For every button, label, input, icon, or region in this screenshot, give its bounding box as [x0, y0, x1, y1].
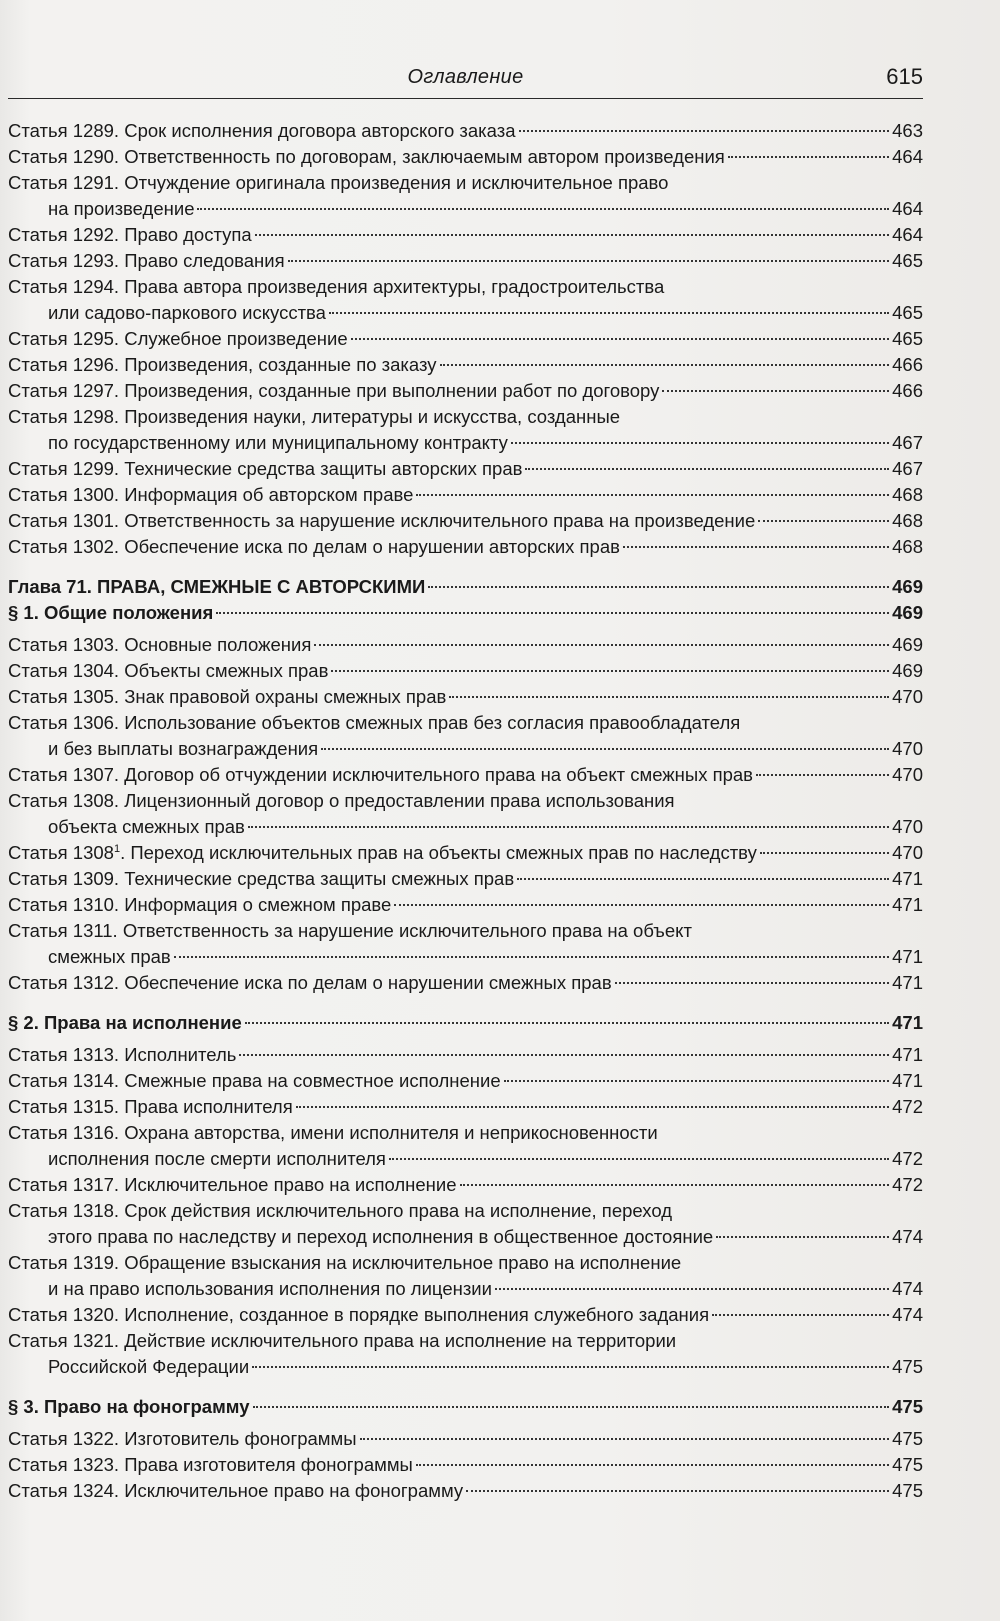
toc-entry-title: Статья 1315. Права исполнителя	[8, 1096, 293, 1117]
toc-entry-title: Статья 1300. Информация об авторском праве	[8, 484, 414, 505]
toc-page-number: 468	[892, 484, 923, 505]
toc-page-number: 471	[892, 1044, 923, 1065]
toc-row[interactable]	[8, 1042, 923, 1068]
dot-leader	[760, 852, 889, 854]
toc-page-number: 468	[892, 536, 923, 557]
toc-row[interactable]	[8, 970, 923, 996]
toc-row[interactable]	[8, 430, 923, 456]
dot-leader	[329, 312, 889, 314]
dot-leader	[296, 1106, 889, 1108]
toc-heading-title: § 2. Права на исполнение	[8, 1012, 242, 1033]
toc-entry-title-line2: или садово-паркового искусства	[48, 302, 326, 323]
toc-row[interactable]	[8, 534, 923, 560]
dot-leader	[449, 696, 889, 698]
toc-row[interactable]	[8, 866, 923, 892]
toc-row[interactable]	[8, 600, 923, 626]
dot-leader	[662, 390, 889, 392]
toc-row[interactable]	[8, 248, 923, 274]
toc-entry-title-line1: Статья 1318. Срок действия исключительного права на исполнение, переход	[8, 1200, 673, 1221]
toc-entry-title: Статья 1317. Исключительное право на исполнение	[8, 1174, 457, 1195]
toc-entry-title-line1: Статья 1308. Лицензионный договор о предоставлении права использования	[8, 790, 675, 811]
toc-page-number: 464	[892, 146, 923, 167]
toc-entry-title-line2: смежных прав	[48, 946, 171, 967]
dot-leader	[314, 644, 889, 646]
toc-page-number: 463	[892, 120, 923, 141]
toc-page-number: 470	[892, 842, 923, 863]
toc-row[interactable]	[8, 1172, 923, 1198]
dot-leader	[517, 878, 889, 880]
toc-page-number: 471	[892, 894, 923, 915]
toc-page-number: 472	[892, 1148, 923, 1169]
toc-row[interactable]	[8, 1452, 923, 1478]
toc-row[interactable]	[8, 508, 923, 534]
running-title: Оглавление	[407, 66, 524, 88]
toc-page-number: 466	[892, 380, 923, 401]
toc-entry-title: Статья 1304. Объекты смежных прав	[8, 660, 329, 681]
dot-leader	[615, 982, 889, 984]
toc-row[interactable]	[8, 456, 923, 482]
toc-page-number: 471	[892, 1012, 923, 1033]
dot-leader	[239, 1054, 889, 1056]
toc-row[interactable]	[8, 144, 923, 170]
toc-entry-title-line2: объекта смежных прав	[48, 816, 245, 837]
toc-page-number: 474	[892, 1226, 923, 1247]
toc-row[interactable]	[8, 762, 923, 788]
toc-page-number: 469	[892, 660, 923, 681]
page-number: 615	[886, 64, 923, 89]
toc-row[interactable]	[8, 118, 923, 144]
toc-heading-title: § 3. Право на фонограмму	[8, 1396, 250, 1417]
page-header	[8, 62, 923, 99]
toc-row[interactable]	[8, 658, 923, 684]
toc-row[interactable]	[8, 1302, 923, 1328]
dot-leader	[525, 468, 889, 470]
toc-row[interactable]	[8, 352, 923, 378]
dot-leader	[466, 1490, 889, 1492]
toc-heading-title: Глава 71. ПРАВА, СМЕЖНЫЕ С АВТОРСКИМИ	[8, 576, 426, 597]
toc-entry-title: Статья 1307. Договор об отчуждении исключительного права на объект смежных прав	[8, 764, 754, 785]
toc-heading-title: § 1. Общие положения	[8, 602, 214, 623]
dot-leader	[623, 546, 889, 548]
toc-row[interactable]	[8, 1224, 923, 1250]
toc-entry-title-line2: Российской Федерации	[48, 1356, 250, 1377]
toc-page-number: 466	[892, 354, 923, 375]
toc-page-number: 464	[892, 224, 923, 245]
dot-leader	[321, 748, 889, 750]
dot-leader	[495, 1288, 889, 1290]
dot-leader	[245, 1022, 889, 1024]
toc-entry-title: Статья 1303. Основные положения	[8, 634, 312, 655]
toc-entry-title-line2: и на право использования исполнения по лицензии	[48, 1278, 492, 1299]
toc-page-number: 475	[892, 1428, 923, 1449]
toc-row[interactable]	[8, 574, 923, 600]
toc-row[interactable]	[8, 1394, 923, 1420]
dot-leader	[728, 156, 889, 158]
toc-entry-title: Статья 1324. Исключительное право на фонограмму	[8, 1480, 464, 1501]
dot-leader	[416, 1464, 889, 1466]
toc-page-number: 471	[892, 972, 923, 993]
toc-entry-title-line1: Статья 1306. Использование объектов смежных прав без согласия правообладателя	[8, 712, 741, 733]
toc-entry-title-line2: и без выплаты вознаграждения	[48, 738, 319, 759]
toc-entry-title-line1: Статья 1319. Обращение взыскания на исключительное право на исполнение	[8, 1252, 682, 1273]
toc-row[interactable]	[8, 378, 923, 404]
dot-leader	[416, 494, 889, 496]
toc-row[interactable]	[8, 1276, 923, 1302]
toc-row[interactable]	[8, 1478, 923, 1504]
toc-page-number: 475	[892, 1356, 923, 1377]
toc-row[interactable]	[8, 1010, 923, 1036]
toc-page-number: 475	[892, 1454, 923, 1475]
toc-row[interactable]	[8, 632, 923, 658]
toc-page-number: 465	[892, 250, 923, 271]
toc-row[interactable]	[8, 1068, 923, 1094]
dot-leader	[511, 442, 889, 444]
dot-leader	[252, 1366, 889, 1368]
toc-page-number: 470	[892, 816, 923, 837]
toc-row[interactable]	[8, 196, 923, 222]
toc-entry-title: Статья 1296. Произведения, созданные по заказу	[8, 354, 437, 375]
section-gap	[8, 996, 923, 1010]
toc-entry-title-line2: исполнения после смерти исполнителя	[48, 1148, 386, 1169]
toc-row[interactable]	[8, 300, 923, 326]
toc-row[interactable]	[8, 736, 923, 762]
toc-page-number: 471	[892, 946, 923, 967]
toc-entry-title: Статья 1305. Знак правовой охраны смежных прав	[8, 686, 447, 707]
toc-row[interactable]	[8, 944, 923, 970]
dot-leader	[197, 208, 889, 210]
toc-entry-title: Статья 1309. Технические средства защиты смежных прав	[8, 868, 515, 889]
toc-page-number: 469	[892, 576, 923, 597]
toc-entry-title: Статья 1314. Смежные права на совместное исполнение	[8, 1070, 501, 1091]
dot-leader	[288, 260, 890, 262]
dot-leader	[504, 1080, 889, 1082]
dot-leader	[351, 338, 889, 340]
toc-row[interactable]	[8, 1146, 923, 1172]
toc-entry-title: Статья 1312. Обеспечение иска по делам о нарушении смежных прав	[8, 972, 612, 993]
toc-page-number: 472	[892, 1174, 923, 1195]
dot-leader	[216, 612, 889, 614]
toc-row[interactable]	[8, 222, 923, 248]
toc-row[interactable]	[8, 814, 923, 840]
toc-entry-title: Статья 1302. Обеспечение иска по делам о нарушении авторских прав	[8, 536, 620, 557]
toc-row[interactable]	[8, 1354, 923, 1380]
toc-page-number: 470	[892, 764, 923, 785]
toc-entry-title-line1: Статья 1291. Отчуждение оригинала произведения и исключительное право	[8, 172, 669, 193]
toc-page-number: 474	[892, 1278, 923, 1299]
toc-page-number: 468	[892, 510, 923, 531]
toc-page-number: 470	[892, 686, 923, 707]
dot-leader	[716, 1236, 889, 1238]
toc-row[interactable]	[8, 482, 923, 508]
toc-row[interactable]	[8, 1426, 923, 1452]
dot-leader	[460, 1184, 890, 1186]
toc-page-number: 469	[892, 634, 923, 655]
toc-row[interactable]	[8, 840, 923, 866]
toc-entry-title: Статья 1313. Исполнитель	[8, 1044, 237, 1065]
toc-page-number: 470	[892, 738, 923, 759]
toc-entry-title-line1: Статья 1298. Произведения науки, литературы и искусства, созданные	[8, 406, 621, 427]
dot-leader	[758, 520, 889, 522]
toc-entry-title-line2: по государственному или муниципальному контракту	[48, 432, 508, 453]
toc-entry-title: Статья 1290. Ответственность по договорам, заключаемым автором произведения	[8, 146, 725, 167]
dot-leader	[756, 774, 889, 776]
dot-leader	[389, 1158, 889, 1160]
toc-entry-title: Статья 1322. Изготовитель фонограммы	[8, 1428, 357, 1449]
dot-leader	[248, 826, 889, 828]
toc-entry-title-line2: на произведение	[48, 198, 195, 219]
toc-entry-title-line2: этого права по наследству и переход исполнения в общественное достояние	[48, 1226, 714, 1247]
toc-row[interactable]	[8, 684, 923, 710]
dot-leader	[519, 130, 890, 132]
toc-entry-title: Статья 1293. Право следования	[8, 250, 285, 271]
dot-leader	[255, 234, 889, 236]
dot-leader	[428, 586, 889, 588]
toc-entry-title-line1: Статья 1321. Действие исключительного права на исполнение на территории	[8, 1330, 677, 1351]
toc-page-number: 469	[892, 602, 923, 623]
toc-entry-title-line1: Статья 1294. Права автора произведения архитектуры, градостроительства	[8, 276, 665, 297]
section-gap	[8, 560, 923, 574]
toc-entry-title: Статья 1308$^1$. Переход исключительных прав на объекты смежных прав по наследству	[8, 842, 757, 863]
toc-page-number: 471	[892, 1070, 923, 1091]
toc-entry-title: Статья 1292. Право доступа	[8, 224, 252, 245]
dot-leader	[253, 1406, 890, 1408]
toc-page-number: 471	[892, 868, 923, 889]
dot-leader	[174, 956, 889, 958]
dot-leader	[331, 670, 889, 672]
toc-entry-title: Статья 1295. Служебное произведение	[8, 328, 348, 349]
toc-page-number: 467	[892, 458, 923, 479]
toc-page-number: 475	[892, 1480, 923, 1501]
dot-leader	[440, 364, 890, 366]
section-gap	[8, 1380, 923, 1394]
toc-page-number: 475	[892, 1396, 923, 1417]
dot-leader	[360, 1438, 890, 1440]
dot-leader	[712, 1314, 889, 1316]
toc-row[interactable]	[8, 326, 923, 352]
toc-entry-title: Статья 1310. Информация о смежном праве	[8, 894, 392, 915]
toc-page-number: 464	[892, 198, 923, 219]
toc-row[interactable]	[8, 892, 923, 918]
toc-entry-title-line1: Статья 1316. Охрана авторства, имени исполнителя и неприкосновенности	[8, 1122, 658, 1143]
toc-entry-title: Статья 1301. Ответственность за нарушение исключительного права на произведение	[8, 510, 756, 531]
toc-page-number: 465	[892, 302, 923, 323]
dot-leader	[394, 904, 889, 906]
toc-page-number: 467	[892, 432, 923, 453]
table-of-contents	[8, 118, 923, 1504]
toc-entry-title: Статья 1297. Произведения, созданные при выполнении работ по договору	[8, 380, 660, 401]
toc-entry-title: Статья 1323. Права изготовителя фонограммы	[8, 1454, 413, 1475]
toc-entry-title-line1: Статья 1311. Ответственность за нарушение исключительного права на объект	[8, 920, 692, 941]
toc-page-number: 472	[892, 1096, 923, 1117]
toc-entry-title: Статья 1299. Технические средства защиты авторских прав	[8, 458, 523, 479]
toc-row[interactable]	[8, 1094, 923, 1120]
toc-page-number: 474	[892, 1304, 923, 1325]
toc-entry-title: Статья 1289. Срок исполнения договора авторского заказа	[8, 120, 516, 141]
superscript-number: 1	[113, 842, 121, 855]
toc-page-number: 465	[892, 328, 923, 349]
toc-entry-title: Статья 1320. Исполнение, созданное в порядке выполнения служебного задания	[8, 1304, 710, 1325]
